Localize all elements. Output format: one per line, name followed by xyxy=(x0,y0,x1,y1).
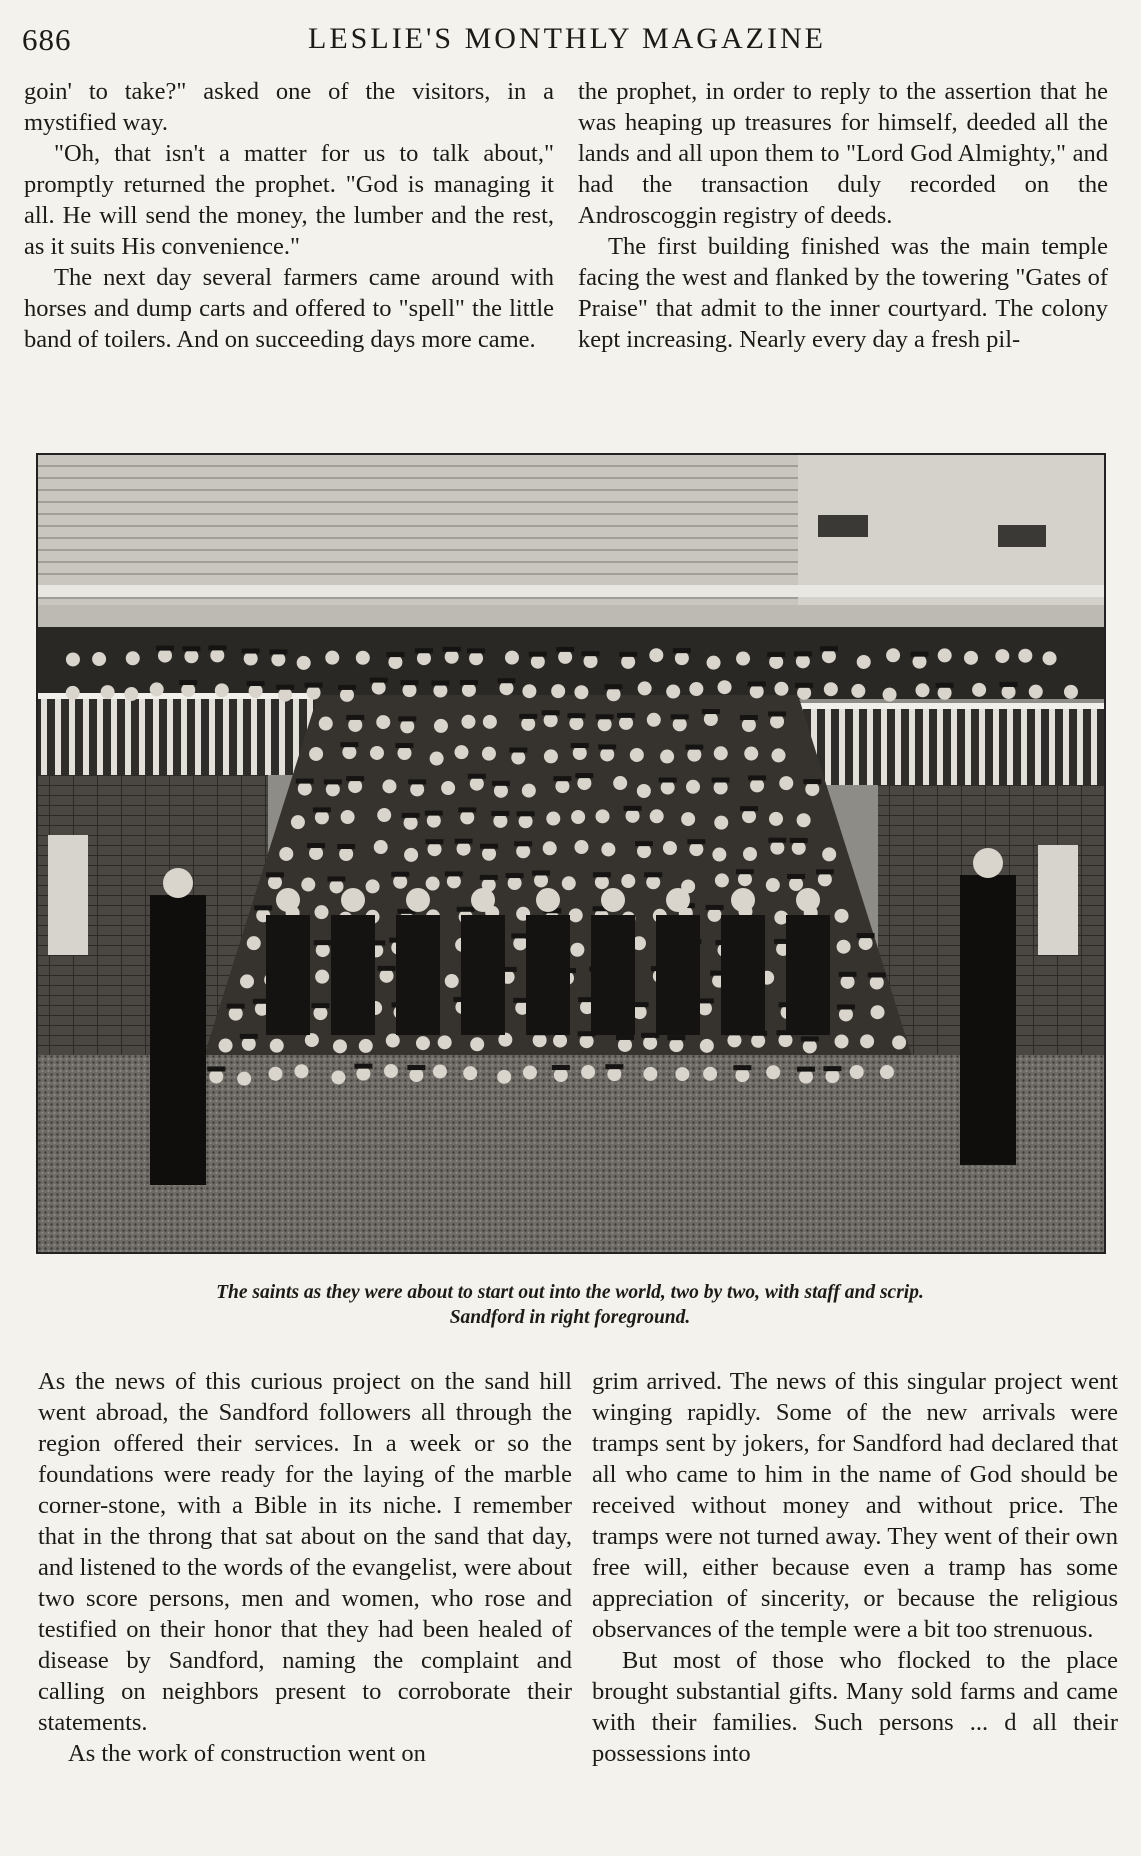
paragraph: "Oh, that isn't a matter for us to talk about," promptly returned the prophet. "God is managing it all. He will send the money, the lumber and the rest, as it suits His convenience." xyxy=(24,140,554,260)
running-title: LESLIE'S MONTHLY MAGAZINE xyxy=(308,22,826,55)
page-header xyxy=(22,22,1112,62)
paragraph: the prophet, in order to reply to the assertion that he was heaping up treasures for himself, deeded all the lands and all upon them to "Lord God Almighty," and had the transaction duly recorded on the Androscoggin registry of deeds. xyxy=(578,78,1108,229)
photo-caption xyxy=(30,1280,1110,1330)
paragraph: But most of those who flocked to the place brought substantial gifts. Many sold farms and came with their families. Such persons ... d all their possessions into xyxy=(592,1647,1118,1767)
photograph-image xyxy=(38,455,1104,1252)
paragraph: The next day several farmers came around with horses and dump carts and offered to "spell" the little band of toilers. And on succeeding days more came. xyxy=(24,264,554,353)
caption-line-2: Sandford in right foreground. xyxy=(449,1307,691,1328)
text-column-bottom-left xyxy=(38,1366,572,1769)
group-photograph xyxy=(36,453,1106,1254)
caption-line-1: The saints as they were about to start out into the world, two by two, with staff and scrip. xyxy=(216,1282,924,1303)
paragraph: grim arrived. The news of this singular project went winging rapidly. Some of the new arrivals were tramps sent by jokers, for Sandford had declared that all who came to him in the name of God should be received without money and without price. The tramps were not turned away. They went of their own free will, either because even a tramp has some appreciation of sincerity, or because the religious observances of the temple were a bit too strenuous. xyxy=(592,1368,1118,1643)
paragraph: The first building finished was the main temple facing the west and flanked by the towering "Gates of Praise" that admit to the inner courtyard. The colony kept increasing. Nearly every day a fresh pil- xyxy=(578,233,1108,353)
text-column-top-left xyxy=(24,76,554,355)
page-number: 686 xyxy=(22,22,72,57)
text-column-top-right xyxy=(578,76,1108,355)
paragraph: goin' to take?" asked one of the visitors, in a mystified way. xyxy=(24,78,554,136)
paragraph: As the work of construction went on xyxy=(68,1740,426,1767)
text-column-bottom-right xyxy=(592,1366,1118,1769)
paragraph: As the news of this curious project on the sand hill went abroad, the Sandford followers all through the region offered their services. In a week or so the foundations were ready for the laying of the marble corner-stone, with a Bible in its niche. I remember that in the throng that sat about on the sand that day, and listened to the words of the evangelist, were about two score persons, men and women, who rose and testified on their honor that they had been healed of disease by Sandford, naming the complaint and calling on neighbors present to corroborate their statements. xyxy=(38,1368,572,1736)
